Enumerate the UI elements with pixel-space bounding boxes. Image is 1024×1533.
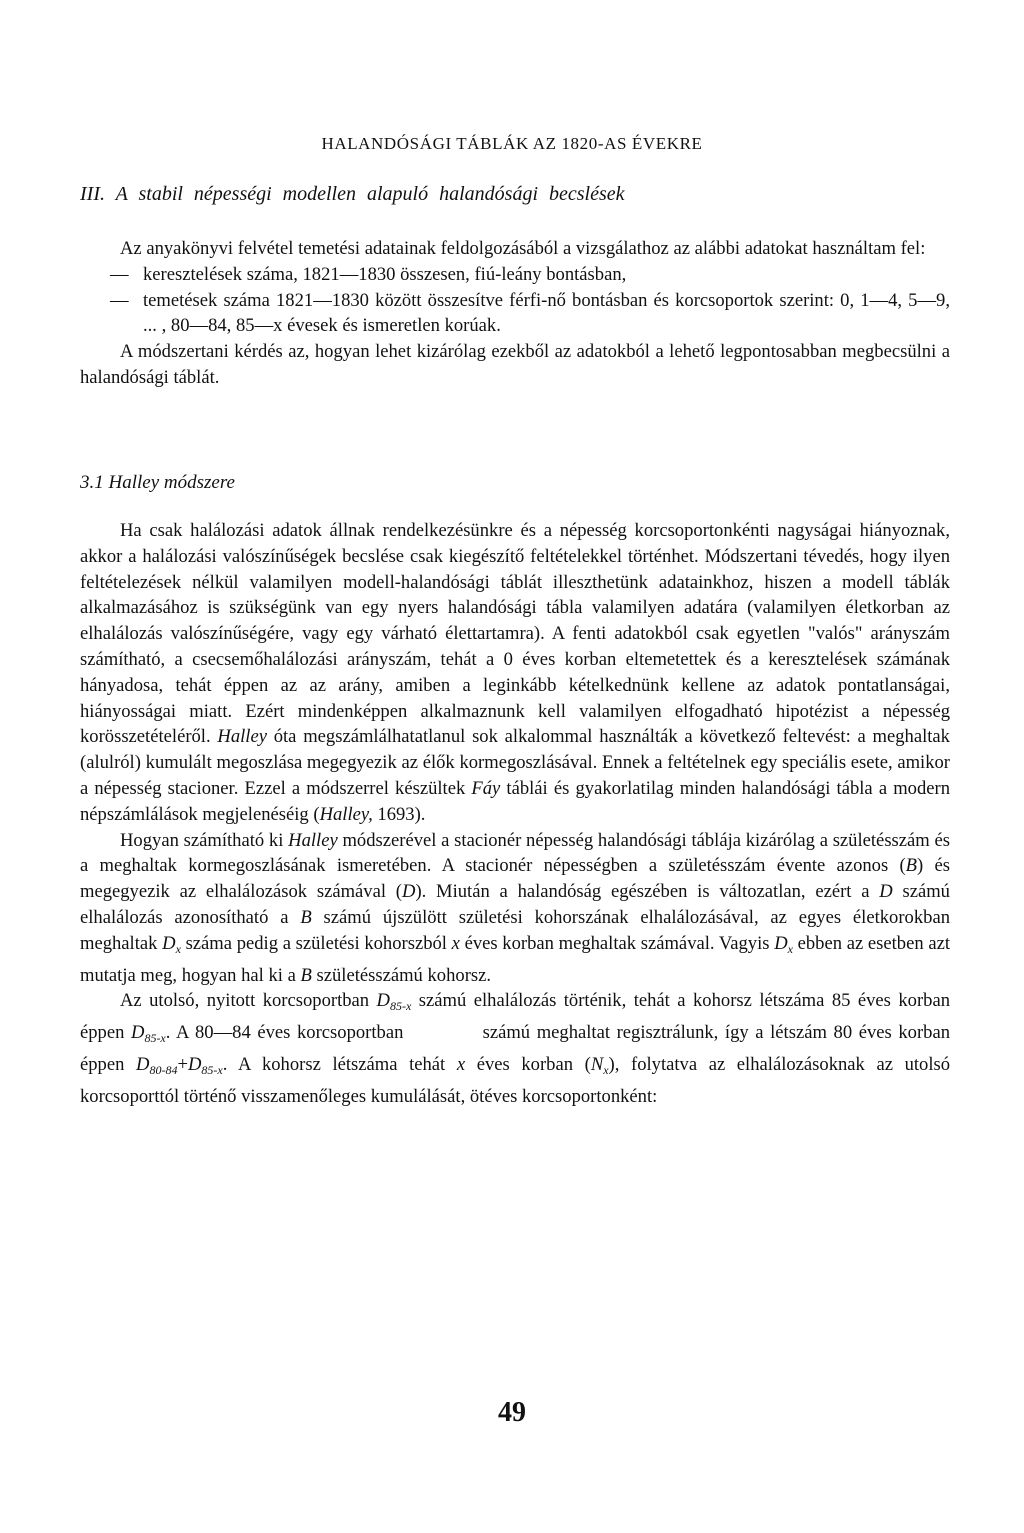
paragraph-2: Hogyan számítható ki Halley módszerével a stacionér népesség halandósági táblája kizárólag a születésszám és a meghaltak kormegoszlásának ismeretében. A stacionér népességben a születésszám évente azonos (B) és megegyezik az elhalálozások számával (D). Miután a halandóság egészében is változatlan, ezért a D számú elhalálozás azonosítható a B számú újszülött születési kohorszának elhalálozásával, az egyes életkorokban meghaltak $D_x$ száma pedig a születési kohorszból x éves korban meghaltak számával. Vagyis $D_x$ ebben az esetben azt mutatja meg, hogyan hal ki a B születésszámú kohorsz. bbox=[80, 829, 950, 986]
body-block bbox=[80, 518, 955, 1110]
dash-item-burials bbox=[80, 288, 950, 340]
dash-mark: — bbox=[110, 263, 129, 285]
page-number: 49 bbox=[498, 1397, 526, 1428]
method-question: A módszertani kérdés az, hogyan lehet kizárólag ezekből az adatokból a lehető legpontosabban megbecsülni a halandósági táblát. bbox=[80, 341, 950, 388]
intro-lead: Az anyakönyvi felvétel temetési adatainak feldolgozásából a vizsgálathoz az alábbi adatokat használtam fel: bbox=[120, 238, 926, 259]
subsection-title: 3.1 Halley módszere bbox=[80, 472, 235, 493]
paragraph-1: Ha csak halálozási adatok állnak rendelkezésünkre és a népesség korcsoportonkénti nagyságai hiányoznak, akkor a halálozási valószínűségek becslése csak kiegészítő feltételekkel történhet. Módszertani tévedés, hogy ilyen feltételezések nélkül valamilyen modell-halandósági táblát illeszthetünk adatainkhoz, hiszen a modell táblák alkalmazásához is szükségünk van egy nyers halandósági tábla valamilyen adatára (valamilyen életkorban az elhalálozás valószínűségére, vagy egy várható élettartamra). A fenti adatokból csak egyetlen "valós" arányszám számítható, a csecsemőhalálozási arányszám, tehát a 0 éves korban eltemetettek és a keresztelések számának hányadosa, tehát éppen az az arány, amiben a leginkább kételkednünk kellene az adatok pontatlanságai, hiányosságai miatt. Ezért mindenképpen alkalmaznunk kell valamilyen elfogadható hipotézist a népesség korösszetételéről. Halley óta megszámlálhatatlanul sok alkalommal használták a következő feltevést: a meghaltak (alulról) kumulált megoszlása megegyezik az élők kormegoszlásával. Ennek a feltételnek egy speciális esete, amikor a népesség stacioner. Ezzel a módszerrel készültek Fáy táblái és gyakorlatilag minden halandósági tábla a modern népszámlálások megjelenéséig (Halley, 1693). bbox=[80, 520, 950, 825]
dash-mark: — bbox=[110, 289, 129, 311]
intro-block bbox=[80, 236, 950, 391]
dash-item-text: keresztelések száma, 1821—1830 összesen, fiú-leány bontásban, bbox=[143, 263, 627, 285]
dash-item-baptisms bbox=[80, 262, 950, 288]
paragraph-3: Az utolsó, nyitott korcsoportban $D_{85-x}$ számú elhalálozás történik, tehát a kohorsz létszáma 85 éves korban éppen $D_{85-x}$. A 80—84 éves korcsoportban számú meghaltat regisztrálunk, így a létszám 80 éves korban éppen $D_{80-84}+D_{85-x}$. A kohorsz létszáma tehát x éves korban $(N_x)$, folytatva az elhalálozásoknak az utolsó korcsoporttól történő visszamenőleges kumulálását, ötéves korcsoportonként: bbox=[80, 990, 955, 1107]
section-title: III. A stabil népességi modellen alapuló halandósági becslések bbox=[80, 183, 625, 205]
running-head: HALANDÓSÁGI TÁBLÁK AZ 1820-AS ÉVEKRE bbox=[321, 134, 703, 153]
dash-item-text: temetések száma 1821—1830 között összesítve férfi-nő bontásban és korcsoportok szerint: 0, 1—4, 5—9, ... , 80—84, 85—x évesek és ismeretlen korúak. bbox=[143, 289, 950, 337]
